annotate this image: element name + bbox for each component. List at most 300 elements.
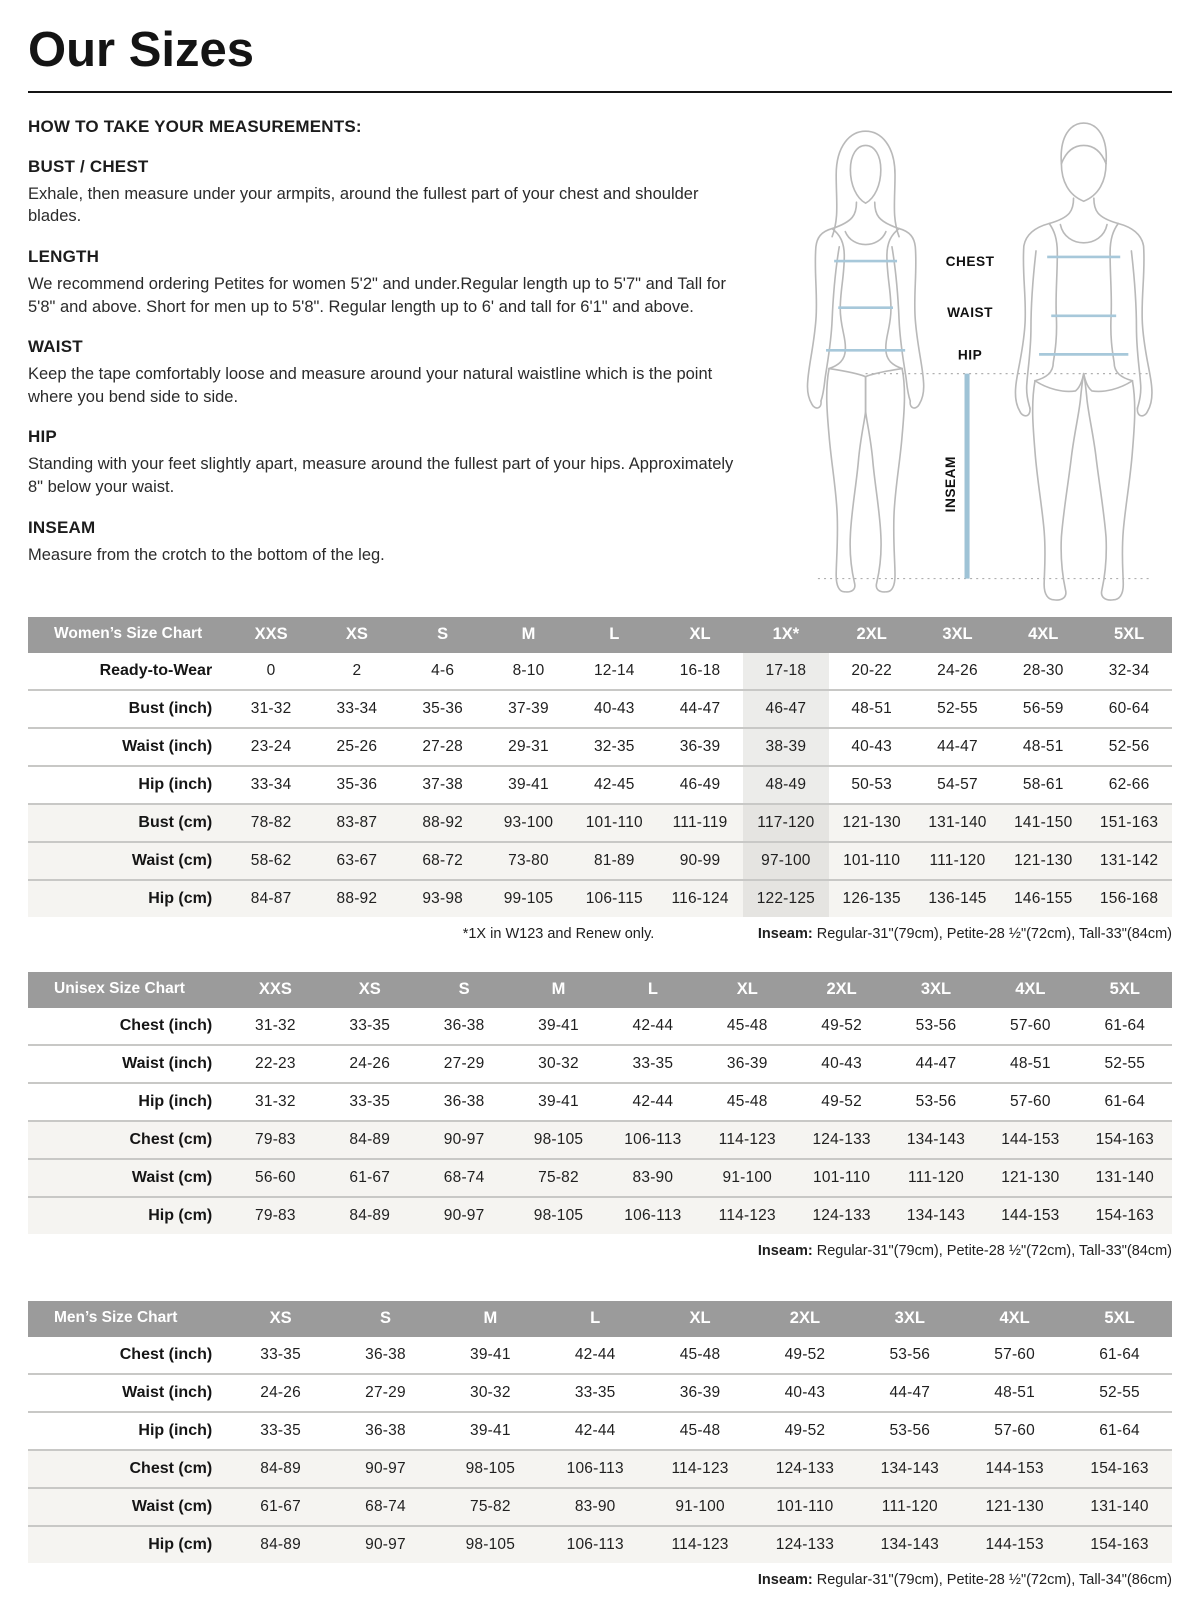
size-cell: 33-35 [260, 1345, 301, 1363]
size-cell: 146-155 [1014, 889, 1073, 907]
section-bust-chest [28, 157, 752, 228]
unisex-size-chart-table [28, 972, 1172, 1234]
section-body: Keep the tape comfortably loose and measure around your natural waistline which is the point where you bend side to side. [28, 365, 713, 406]
section-heading: HIP [28, 427, 57, 447]
size-cell: 50-53 [851, 775, 892, 793]
size-cell: 39-41 [470, 1421, 511, 1439]
row-label: Waist (cm) [131, 851, 213, 869]
size-cell: 154-163 [1090, 1535, 1149, 1553]
size-cell: 68-74 [365, 1497, 406, 1515]
size-cell: 53-56 [915, 1092, 957, 1110]
page-title: Our Sizes [28, 23, 255, 77]
size-cell: 106-115 [585, 889, 643, 907]
size-cell: 90-97 [443, 1130, 485, 1148]
table-row [28, 1197, 1172, 1234]
size-cell: 81-89 [593, 851, 635, 869]
section-waist [28, 337, 752, 408]
size-cell: 98-105 [533, 1130, 584, 1148]
size-column-header: M [438, 1301, 543, 1337]
size-cell: 33-34 [250, 775, 292, 793]
row-label: Waist (inch) [122, 737, 213, 755]
measurement-diagram [760, 117, 1172, 609]
size-cell: 124-133 [812, 1130, 871, 1148]
size-cell: 30-32 [470, 1383, 511, 1401]
size-cell: 83-87 [336, 813, 378, 831]
row-label: Hip (inch) [138, 1421, 213, 1439]
size-cell: 121-130 [985, 1497, 1044, 1515]
size-cell: 151-163 [1099, 813, 1159, 831]
size-cell: 98-105 [533, 1206, 584, 1224]
size-column-header: XL [657, 617, 743, 653]
section-heading: WAIST [28, 337, 83, 357]
size-cell: 36-38 [443, 1092, 485, 1110]
hip-label: HIP [957, 347, 983, 363]
size-cell: 0 [266, 661, 276, 679]
size-table [28, 972, 1172, 1234]
size-cell: 61-64 [1104, 1016, 1146, 1034]
size-cell: 32-34 [1108, 661, 1150, 679]
table-row [28, 804, 1172, 842]
size-cell: 114-123 [718, 1206, 776, 1224]
title-divider [28, 91, 1172, 93]
size-column-header: M [511, 972, 605, 1008]
size-cell: 39-41 [538, 1016, 579, 1034]
size-table [28, 617, 1172, 917]
row-label: Chest (inch) [119, 1345, 213, 1363]
row-label: Hip (cm) [148, 1206, 213, 1224]
size-cell: 39-41 [538, 1092, 579, 1110]
size-cell: 40-43 [851, 737, 892, 755]
size-cell: 35-36 [422, 699, 463, 717]
row-label: Waist (inch) [122, 1054, 213, 1072]
size-cell: 36-38 [443, 1016, 485, 1034]
size-cell: 98-105 [465, 1535, 516, 1553]
size-cell: 24-26 [260, 1383, 301, 1401]
size-cell: 45-48 [679, 1345, 721, 1363]
size-column-header: L [543, 1301, 648, 1337]
size-cell: 114-123 [718, 1130, 776, 1148]
section-body: Standing with your feet slightly apart, measure around the fullest part of your hips. Approximately 8" below your waist. [28, 455, 734, 497]
size-cell: 42-44 [574, 1345, 616, 1363]
size-cell: 106-113 [566, 1535, 624, 1553]
size-cell: 61-67 [260, 1497, 301, 1515]
size-cell: 144-153 [1001, 1130, 1060, 1148]
size-column-header: S [400, 617, 486, 653]
section-body: Measure from the crotch to the bottom of the leg. [28, 545, 385, 564]
size-cell: 97-100 [743, 842, 829, 880]
row-label: Hip (cm) [148, 889, 213, 907]
table-row [28, 690, 1172, 728]
row-label: Bust (inch) [128, 699, 213, 717]
size-cell: 156-168 [1099, 889, 1159, 907]
size-cell: 61-64 [1099, 1421, 1140, 1439]
size-cell: 52-55 [937, 699, 978, 717]
table-row [28, 1159, 1172, 1197]
row-label: Chest (cm) [129, 1459, 213, 1477]
size-cell: 106-113 [624, 1130, 682, 1148]
table-row [28, 728, 1172, 766]
size-cell: 84-87 [250, 889, 292, 907]
table-row [28, 1045, 1172, 1083]
size-cell: 90-97 [365, 1535, 406, 1553]
size-cell: 57-60 [1010, 1016, 1051, 1034]
size-cell: 73-80 [508, 851, 549, 869]
asterisk-footnote: *1X in W123 and Renew only. [462, 925, 655, 942]
size-cell: 134-143 [906, 1206, 966, 1224]
size-cell: 53-56 [915, 1016, 957, 1034]
size-cell: 30-32 [538, 1054, 579, 1072]
row-label: Hip (cm) [148, 1535, 213, 1553]
section-hip [28, 427, 752, 498]
size-column-header: 2XL [794, 972, 888, 1008]
size-cell: 106-113 [624, 1206, 682, 1224]
size-column-header: M [486, 617, 572, 653]
size-column-header: 4XL [1000, 617, 1086, 653]
size-cell: 57-60 [994, 1345, 1035, 1363]
size-cell: 68-72 [422, 851, 463, 869]
size-cell: 93-100 [503, 813, 554, 831]
size-column-header: 3XL [889, 972, 983, 1008]
size-column-header: XS [314, 617, 400, 653]
size-cell: 44-47 [679, 699, 721, 717]
size-cell: 57-60 [1010, 1092, 1051, 1110]
size-cell: 61-64 [1104, 1092, 1146, 1110]
size-cell: 154-163 [1090, 1459, 1149, 1477]
size-cell: 49-52 [821, 1092, 862, 1110]
size-cell: 45-48 [679, 1421, 721, 1439]
size-column-header: L [571, 617, 657, 653]
size-cell: 144-153 [985, 1535, 1044, 1553]
size-cell: 36-39 [679, 1383, 721, 1401]
size-cell: 111-120 [929, 851, 986, 869]
size-cell: 90-99 [679, 851, 721, 869]
section-inseam [28, 518, 752, 567]
size-cell: 52-56 [1108, 737, 1150, 755]
size-cell: 33-35 [574, 1383, 616, 1401]
row-label: Chest (cm) [129, 1130, 213, 1148]
size-cell: 29-31 [508, 737, 549, 755]
size-column-header: S [333, 1301, 438, 1337]
section-length [28, 247, 752, 318]
size-cell: 49-52 [821, 1016, 862, 1034]
inseam-footnote: Inseam: Regular-31"(79cm), Petite-28 ½"(72cm), Tall-33"(84cm) [757, 925, 1172, 942]
size-column-header: 2XL [829, 617, 915, 653]
size-cell: 33-34 [336, 699, 378, 717]
unisex-table-note [28, 1243, 1172, 1259]
size-cell: 84-89 [260, 1459, 301, 1477]
table-row [28, 766, 1172, 804]
table-title: Men’s Size Chart [28, 1301, 228, 1337]
size-cell: 56-60 [255, 1168, 296, 1186]
size-cell: 154-163 [1095, 1130, 1154, 1148]
measurement-instructions [28, 117, 752, 609]
size-column-header: 5XL [1086, 617, 1172, 653]
size-cell: 35-36 [336, 775, 378, 793]
size-cell: 131-142 [1099, 851, 1159, 869]
size-cell: 22-23 [255, 1054, 296, 1072]
size-cell: 84-89 [260, 1535, 301, 1553]
size-cell: 36-38 [365, 1345, 406, 1363]
size-cell: 56-59 [1022, 699, 1064, 717]
row-label: Bust (cm) [138, 813, 213, 831]
size-cell: 31-32 [255, 1016, 296, 1034]
size-column-header: L [606, 972, 700, 1008]
size-cell: 24-26 [349, 1054, 391, 1072]
size-cell: 78-82 [250, 813, 292, 831]
size-cell: 124-133 [812, 1206, 871, 1224]
size-tables [0, 617, 1200, 1588]
size-cell: 116-124 [671, 889, 729, 907]
inseam-label: INSEAM [942, 455, 958, 513]
size-cell: 124-133 [775, 1535, 835, 1553]
size-cell: 12-14 [593, 661, 635, 679]
waist-label: WAIST [947, 304, 994, 320]
size-cell: 37-38 [422, 775, 463, 793]
size-cell: 122-125 [743, 880, 829, 917]
size-cell: 106-113 [566, 1459, 624, 1477]
size-cell: 131-140 [1095, 1168, 1154, 1186]
size-cell: 121-130 [1014, 851, 1073, 869]
size-column-header: XL [648, 1301, 753, 1337]
section-body: We recommend ordering Petites for women 5'2" and under.Regular length up to 5'7" and Tall for 5'8" and above. Short for men up to 5'8". Regular length up to 6' and tall for 6'1" and above. [28, 275, 726, 316]
size-cell: 121-130 [842, 813, 901, 831]
table-title: Women’s Size Chart [28, 617, 228, 653]
size-cell: 32-35 [593, 737, 635, 755]
size-column-header: 2XL [752, 1301, 857, 1337]
size-cell: 48-49 [743, 766, 829, 804]
size-cell: 46-49 [679, 775, 721, 793]
size-cell: 75-82 [470, 1497, 511, 1515]
size-cell: 39-41 [470, 1345, 511, 1363]
inseam-footnote: Inseam: Regular-31"(79cm), Petite-28 ½"(72cm), Tall-34"(86cm) [757, 1571, 1172, 1588]
row-label: Hip (inch) [138, 775, 213, 793]
size-cell: 79-83 [255, 1206, 296, 1224]
row-label: Hip (inch) [138, 1092, 213, 1110]
size-cell: 27-28 [422, 737, 463, 755]
size-cell: 60-64 [1108, 699, 1150, 717]
section-heading: INSEAM [28, 517, 96, 537]
size-cell: 101-110 [585, 813, 643, 831]
table-row [28, 1450, 1172, 1488]
size-cell: 45-48 [726, 1092, 768, 1110]
mens-size-chart [28, 1301, 1172, 1588]
table-row [28, 1526, 1172, 1563]
size-cell: 144-153 [985, 1459, 1044, 1477]
size-cell: 98-105 [465, 1459, 516, 1477]
size-cell: 48-51 [851, 699, 892, 717]
row-label: Waist (cm) [131, 1497, 213, 1515]
table-row [28, 1008, 1172, 1045]
size-cell: 131-140 [1090, 1497, 1149, 1515]
size-cell: 28-30 [1022, 661, 1064, 679]
section-heading: BUST / CHEST [28, 156, 149, 176]
man-figure [1015, 123, 1151, 600]
size-column-header: XS [228, 1301, 333, 1337]
size-cell: 53-56 [889, 1421, 931, 1439]
table-row [28, 842, 1172, 880]
size-cell: 40-43 [821, 1054, 862, 1072]
size-cell: 93-98 [422, 889, 463, 907]
size-cell: 91-100 [722, 1168, 772, 1186]
size-cell: 111-120 [908, 1168, 964, 1186]
size-cell: 63-67 [336, 851, 378, 869]
size-column-header: XXS [228, 617, 314, 653]
table-row [28, 1083, 1172, 1121]
size-cell: 38-39 [743, 728, 829, 766]
size-cell: 48-51 [994, 1383, 1035, 1401]
size-cell: 126-135 [842, 889, 901, 907]
table-row [28, 1488, 1172, 1526]
table-row [28, 880, 1172, 917]
instructions-heading: HOW TO TAKE YOUR MEASUREMENTS: [28, 116, 362, 136]
size-cell: 61-64 [1099, 1345, 1140, 1363]
body-figures-illustration [760, 117, 1168, 609]
size-cell: 58-62 [250, 851, 292, 869]
table-row [28, 1121, 1172, 1159]
size-column-header: S [417, 972, 511, 1008]
size-column-header: 3XL [915, 617, 1001, 653]
size-cell: 45-48 [726, 1016, 768, 1034]
size-cell: 91-100 [675, 1497, 725, 1515]
size-cell: 25-26 [336, 737, 378, 755]
size-column-header: 5XL [1067, 1301, 1172, 1337]
table-row [28, 1337, 1172, 1374]
size-cell: 83-90 [632, 1168, 674, 1186]
size-cell: 114-123 [671, 1535, 729, 1553]
size-cell: 46-47 [743, 690, 829, 728]
size-cell: 8-10 [512, 661, 545, 679]
size-cell: 111-120 [881, 1497, 938, 1515]
size-cell: 42-44 [632, 1016, 674, 1034]
size-cell: 36-38 [365, 1421, 406, 1439]
section-body: Exhale, then measure under your armpits, around the fullest part of your chest and shoulder blades. [28, 184, 699, 226]
womens-size-chart [28, 617, 1172, 942]
size-cell: 99-105 [503, 889, 554, 907]
size-cell: 83-90 [574, 1497, 616, 1515]
size-cell: 33-35 [260, 1421, 301, 1439]
size-cell: 31-32 [250, 699, 292, 717]
size-cell: 57-60 [994, 1421, 1035, 1439]
size-column-header: 5XL [1078, 972, 1172, 1008]
size-cell: 16-18 [679, 661, 721, 679]
size-cell: 101-110 [776, 1497, 834, 1515]
size-cell: 20-22 [851, 661, 892, 679]
size-cell: 31-32 [255, 1092, 296, 1110]
table-row [28, 1412, 1172, 1450]
size-cell: 131-140 [928, 813, 987, 831]
section-heading: LENGTH [28, 247, 100, 267]
size-cell: 52-55 [1099, 1383, 1140, 1401]
table-title: Unisex Size Chart [28, 972, 228, 1008]
size-cell: 154-163 [1095, 1206, 1154, 1224]
size-cell: 33-35 [632, 1054, 674, 1072]
size-cell: 24-26 [937, 661, 978, 679]
size-column-header: XL [700, 972, 794, 1008]
size-cell: 36-39 [679, 737, 721, 755]
size-cell: 58-61 [1022, 775, 1064, 793]
row-label: Waist (cm) [131, 1168, 213, 1186]
table-row [28, 653, 1172, 690]
size-cell: 101-110 [813, 1168, 871, 1186]
size-cell: 144-153 [1001, 1206, 1060, 1224]
size-cell: 54-57 [937, 775, 978, 793]
size-cell: 44-47 [937, 737, 978, 755]
size-cell: 48-51 [1022, 737, 1064, 755]
size-cell: 44-47 [915, 1054, 957, 1072]
size-table [28, 1301, 1172, 1563]
size-cell: 111-119 [672, 813, 728, 831]
size-cell: 42-44 [574, 1421, 616, 1439]
inseam-footnote: Inseam: Regular-31"(79cm), Petite-28 ½"(72cm), Tall-33"(84cm) [757, 1242, 1172, 1259]
size-cell: 84-89 [349, 1130, 391, 1148]
size-cell: 33-35 [349, 1016, 391, 1034]
size-cell: 17-18 [743, 653, 829, 690]
size-column-header: 1X* [743, 617, 829, 653]
mens-size-chart-table [28, 1301, 1172, 1563]
size-cell: 42-44 [632, 1092, 674, 1110]
size-cell: 40-43 [593, 699, 635, 717]
row-label: Chest (inch) [119, 1016, 213, 1034]
size-cell: 36-39 [726, 1054, 768, 1072]
womens-size-chart-table [28, 617, 1172, 917]
size-cell: 134-143 [880, 1535, 939, 1553]
size-cell: 134-143 [906, 1130, 966, 1148]
top-section [28, 117, 1172, 609]
size-guide-page [0, 0, 1200, 609]
size-cell: 49-52 [784, 1345, 826, 1363]
size-cell: 44-47 [889, 1383, 931, 1401]
size-cell: 37-39 [508, 699, 549, 717]
size-column-header: 3XL [857, 1301, 962, 1337]
size-cell: 84-89 [349, 1206, 391, 1224]
size-cell: 27-29 [443, 1054, 485, 1072]
size-cell: 61-67 [349, 1168, 391, 1186]
size-cell: 90-97 [365, 1459, 406, 1477]
row-label: Ready-to-Wear [99, 661, 213, 679]
size-cell: 48-51 [1010, 1054, 1051, 1072]
size-cell: 52-55 [1104, 1054, 1146, 1072]
chest-label: CHEST [945, 254, 995, 270]
size-column-header: 4XL [983, 972, 1077, 1008]
mens-table-note [28, 1572, 1172, 1588]
table-row [28, 1374, 1172, 1412]
size-cell: 88-92 [336, 889, 378, 907]
womens-table-note [28, 926, 1172, 942]
unisex-size-chart [28, 972, 1172, 1259]
size-cell: 75-82 [538, 1168, 579, 1186]
size-cell: 134-143 [880, 1459, 939, 1477]
size-cell: 141-150 [1014, 813, 1073, 831]
size-cell: 27-29 [365, 1383, 406, 1401]
size-cell: 40-43 [784, 1383, 826, 1401]
size-cell: 42-45 [593, 775, 635, 793]
size-cell: 114-123 [671, 1459, 729, 1477]
size-cell: 33-35 [349, 1092, 391, 1110]
size-cell: 62-66 [1108, 775, 1150, 793]
size-column-header: XS [323, 972, 417, 1008]
size-cell: 117-120 [743, 804, 829, 842]
size-cell: 4-6 [431, 661, 455, 679]
size-cell: 49-52 [784, 1421, 826, 1439]
size-cell: 53-56 [889, 1345, 931, 1363]
size-cell: 124-133 [775, 1459, 835, 1477]
size-cell: 121-130 [1001, 1168, 1060, 1186]
size-cell: 90-97 [443, 1206, 485, 1224]
size-cell: 68-74 [443, 1168, 485, 1186]
size-cell: 101-110 [843, 851, 901, 869]
size-cell: 136-145 [928, 889, 987, 907]
size-column-header: XXS [228, 972, 322, 1008]
